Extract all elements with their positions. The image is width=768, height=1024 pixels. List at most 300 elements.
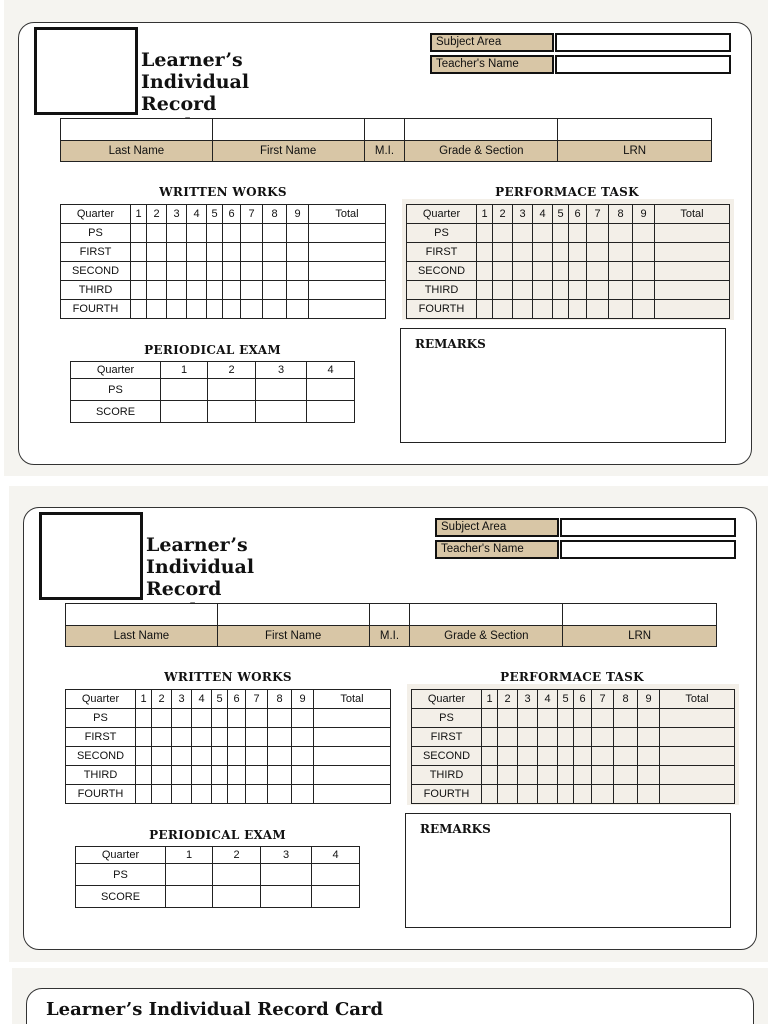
score-cell[interactable] <box>147 224 167 243</box>
score-cell[interactable] <box>246 766 268 785</box>
score-cell[interactable] <box>263 281 287 300</box>
score-cell[interactable] <box>223 281 241 300</box>
score-row-label: FOURTH <box>412 785 482 804</box>
score-cell[interactable] <box>268 747 292 766</box>
score-cell[interactable] <box>609 262 633 281</box>
score-cell[interactable] <box>477 281 493 300</box>
remarks-box[interactable] <box>405 813 731 928</box>
subject-area-field[interactable] <box>555 33 731 52</box>
score-cell[interactable] <box>638 747 660 766</box>
score-cell[interactable] <box>558 747 574 766</box>
score-row-label: FOURTH <box>66 785 136 804</box>
score-row <box>61 281 386 300</box>
score-cell[interactable] <box>187 281 207 300</box>
score-cell[interactable] <box>498 728 518 747</box>
exam-cell[interactable] <box>161 379 208 401</box>
score-cell[interactable] <box>263 224 287 243</box>
item-header-2: 2 <box>152 690 172 709</box>
score-cell[interactable] <box>493 281 513 300</box>
score-cell[interactable] <box>655 243 730 262</box>
score-cell[interactable] <box>187 300 207 319</box>
item-header-6: 6 <box>228 690 246 709</box>
item-header-4: 4 <box>533 205 553 224</box>
score-cell[interactable] <box>131 300 147 319</box>
score-cell[interactable] <box>147 281 167 300</box>
score-cell[interactable] <box>309 262 386 281</box>
score-cell[interactable] <box>147 243 167 262</box>
score-cell[interactable] <box>241 224 263 243</box>
score-cell[interactable] <box>538 709 558 728</box>
score-cell[interactable] <box>223 243 241 262</box>
subject-area-label: Subject Area <box>435 518 559 537</box>
score-cell[interactable] <box>192 747 212 766</box>
score-row <box>61 262 386 281</box>
score-cell[interactable] <box>592 728 614 747</box>
score-cell[interactable] <box>477 262 493 281</box>
score-cell[interactable] <box>131 281 147 300</box>
score-cell[interactable] <box>268 785 292 804</box>
score-cell[interactable] <box>533 281 553 300</box>
score-cell[interactable] <box>660 785 735 804</box>
score-cell[interactable] <box>136 766 152 785</box>
score-cell[interactable] <box>167 300 187 319</box>
score-cell[interactable] <box>592 785 614 804</box>
score-cell[interactable] <box>498 766 518 785</box>
score-cell[interactable] <box>558 709 574 728</box>
total-header: Total <box>309 205 386 224</box>
periodical-exam-title: PERIODICAL EXAM <box>149 828 286 842</box>
last-name-field[interactable] <box>61 119 213 141</box>
score-cell[interactable] <box>292 709 314 728</box>
score-cell[interactable] <box>569 300 587 319</box>
score-cell[interactable] <box>192 785 212 804</box>
score-cell[interactable] <box>558 785 574 804</box>
card-title-line2: Record <box>146 578 222 600</box>
score-cell[interactable] <box>660 728 735 747</box>
score-cell[interactable] <box>655 262 730 281</box>
score-cell[interactable] <box>569 262 587 281</box>
score-cell[interactable] <box>513 243 533 262</box>
last-name-field[interactable] <box>66 604 218 626</box>
score-cell[interactable] <box>614 709 638 728</box>
score-cell[interactable] <box>268 728 292 747</box>
score-cell[interactable] <box>655 300 730 319</box>
exam-cell[interactable] <box>213 864 261 886</box>
score-cell[interactable] <box>223 300 241 319</box>
score-cell[interactable] <box>614 785 638 804</box>
score-cell[interactable] <box>518 766 538 785</box>
exam-quarter-4: 4 <box>312 847 360 864</box>
score-cell[interactable] <box>167 281 187 300</box>
score-cell[interactable] <box>263 243 287 262</box>
score-cell[interactable] <box>553 281 569 300</box>
score-cell[interactable] <box>136 785 152 804</box>
score-cell[interactable] <box>493 243 513 262</box>
score-row <box>66 747 391 766</box>
subject-area-label: Subject Area <box>430 33 554 52</box>
score-cell[interactable] <box>493 224 513 243</box>
score-cell[interactable] <box>309 281 386 300</box>
score-cell[interactable] <box>633 243 655 262</box>
score-row <box>407 262 730 281</box>
score-cell[interactable] <box>493 300 513 319</box>
item-header-7: 7 <box>587 205 609 224</box>
score-cell[interactable] <box>152 747 172 766</box>
score-cell[interactable] <box>482 747 498 766</box>
score-cell[interactable] <box>136 728 152 747</box>
score-cell[interactable] <box>152 785 172 804</box>
grade-section-field[interactable] <box>405 119 558 141</box>
score-cell[interactable] <box>498 747 518 766</box>
score-cell[interactable] <box>609 243 633 262</box>
score-cell[interactable] <box>498 785 518 804</box>
first-name-label: First Name <box>212 141 364 162</box>
quarter-header: Quarter <box>407 205 477 224</box>
score-cell[interactable] <box>314 709 391 728</box>
exam-cell[interactable] <box>256 401 307 423</box>
score-cell[interactable] <box>498 709 518 728</box>
score-cell[interactable] <box>131 262 147 281</box>
score-cell[interactable] <box>268 709 292 728</box>
score-cell[interactable] <box>207 262 223 281</box>
score-cell[interactable] <box>574 709 592 728</box>
exam-row <box>76 864 360 886</box>
score-row <box>407 224 730 243</box>
score-cell[interactable] <box>292 728 314 747</box>
score-cell[interactable] <box>287 243 309 262</box>
score-cell[interactable] <box>241 281 263 300</box>
score-cell[interactable] <box>638 766 660 785</box>
score-cell[interactable] <box>553 300 569 319</box>
score-cell[interactable] <box>558 728 574 747</box>
score-cell[interactable] <box>538 785 558 804</box>
score-cell[interactable] <box>207 300 223 319</box>
remarks-label: REMARKS <box>420 822 491 836</box>
item-header-7: 7 <box>241 205 263 224</box>
score-cell[interactable] <box>152 766 172 785</box>
photo-box <box>39 512 143 600</box>
score-row <box>407 281 730 300</box>
item-header-8: 8 <box>268 690 292 709</box>
score-cell[interactable] <box>518 709 538 728</box>
score-cell[interactable] <box>314 747 391 766</box>
score-cell[interactable] <box>172 747 192 766</box>
score-cell[interactable] <box>638 709 660 728</box>
score-cell[interactable] <box>477 300 493 319</box>
item-header-1: 1 <box>482 690 498 709</box>
score-cell[interactable] <box>309 243 386 262</box>
score-cell[interactable] <box>246 785 268 804</box>
card-title-line1: Learner’s Individual <box>146 534 255 578</box>
score-row-label: FIRST <box>66 728 136 747</box>
quarter-header: Quarter <box>61 205 131 224</box>
score-cell[interactable] <box>172 728 192 747</box>
score-cell[interactable] <box>187 224 207 243</box>
score-cell[interactable] <box>477 224 493 243</box>
score-cell[interactable] <box>228 747 246 766</box>
score-row <box>412 747 735 766</box>
exam-cell[interactable] <box>208 401 256 423</box>
exam-quarter-1: 1 <box>161 362 208 379</box>
score-cell[interactable] <box>314 785 391 804</box>
first-name-field[interactable] <box>212 119 364 141</box>
score-cell[interactable] <box>167 243 187 262</box>
score-cell[interactable] <box>638 785 660 804</box>
score-cell[interactable] <box>513 262 533 281</box>
score-cell[interactable] <box>228 728 246 747</box>
item-header-5: 5 <box>558 690 574 709</box>
score-cell[interactable] <box>167 262 187 281</box>
item-header-4: 4 <box>187 205 207 224</box>
item-header-8: 8 <box>614 690 638 709</box>
score-cell[interactable] <box>192 728 212 747</box>
score-cell[interactable] <box>493 262 513 281</box>
score-cell[interactable] <box>569 281 587 300</box>
score-cell[interactable] <box>614 747 638 766</box>
exam-quarter-header: Quarter <box>76 847 166 864</box>
score-cell[interactable] <box>574 747 592 766</box>
score-cell[interactable] <box>152 709 172 728</box>
score-cell[interactable] <box>592 747 614 766</box>
score-cell[interactable] <box>167 224 187 243</box>
first-name-field[interactable] <box>217 604 369 626</box>
score-row <box>412 728 735 747</box>
score-cell[interactable] <box>228 785 246 804</box>
score-cell[interactable] <box>287 281 309 300</box>
item-header-2: 2 <box>498 690 518 709</box>
mi-label: M.I. <box>364 141 405 162</box>
score-cell[interactable] <box>309 224 386 243</box>
score-row-label: SECOND <box>407 262 477 281</box>
exam-cell[interactable] <box>256 379 307 401</box>
mi-label: M.I. <box>369 626 410 647</box>
exam-cell[interactable] <box>161 401 208 423</box>
score-row <box>66 728 391 747</box>
score-cell[interactable] <box>553 224 569 243</box>
score-cell[interactable] <box>538 766 558 785</box>
teacher-name-label: Teacher's Name <box>435 540 559 559</box>
score-row-label: THIRD <box>66 766 136 785</box>
item-header-5: 5 <box>212 690 228 709</box>
score-cell[interactable] <box>152 728 172 747</box>
score-cell[interactable] <box>246 747 268 766</box>
score-cell[interactable] <box>477 243 493 262</box>
score-cell[interactable] <box>228 766 246 785</box>
score-cell[interactable] <box>592 709 614 728</box>
score-cell[interactable] <box>136 709 152 728</box>
exam-cell[interactable] <box>213 886 261 908</box>
score-row <box>66 709 391 728</box>
score-cell[interactable] <box>587 262 609 281</box>
score-cell[interactable] <box>569 224 587 243</box>
score-cell[interactable] <box>553 262 569 281</box>
score-cell[interactable] <box>172 785 192 804</box>
score-cell[interactable] <box>131 243 147 262</box>
item-header-6: 6 <box>574 690 592 709</box>
score-cell[interactable] <box>482 728 498 747</box>
score-cell[interactable] <box>655 281 730 300</box>
exam-cell[interactable] <box>261 864 312 886</box>
exam-cell[interactable] <box>261 886 312 908</box>
score-cell[interactable] <box>268 766 292 785</box>
score-cell[interactable] <box>609 300 633 319</box>
score-cell[interactable] <box>614 728 638 747</box>
score-cell[interactable] <box>660 766 735 785</box>
score-cell[interactable] <box>212 747 228 766</box>
item-header-8: 8 <box>263 205 287 224</box>
score-cell[interactable] <box>513 224 533 243</box>
periodical-exam-title: PERIODICAL EXAM <box>144 343 281 357</box>
score-cell[interactable] <box>482 766 498 785</box>
score-cell[interactable] <box>614 766 638 785</box>
score-cell[interactable] <box>533 224 553 243</box>
score-cell[interactable] <box>172 709 192 728</box>
last-name-label: Last Name <box>66 626 218 647</box>
score-cell[interactable] <box>212 766 228 785</box>
performance-task-table <box>411 689 735 804</box>
grade-section-field[interactable] <box>410 604 563 626</box>
learner-id-table <box>65 603 717 647</box>
score-cell[interactable] <box>574 766 592 785</box>
score-cell[interactable] <box>287 300 309 319</box>
score-cell[interactable] <box>309 300 386 319</box>
mi-field[interactable] <box>364 119 405 141</box>
id-label-row <box>61 141 712 162</box>
score-cell[interactable] <box>246 709 268 728</box>
score-cell[interactable] <box>212 709 228 728</box>
item-header-2: 2 <box>493 205 513 224</box>
score-cell[interactable] <box>212 728 228 747</box>
teacher-name-field[interactable] <box>560 540 736 559</box>
exam-cell[interactable] <box>208 379 256 401</box>
score-cell[interactable] <box>241 300 263 319</box>
score-row-label: SECOND <box>412 747 482 766</box>
score-cell[interactable] <box>533 300 553 319</box>
written-works-title: WRITTEN WORKS <box>164 670 292 684</box>
item-header-9: 9 <box>292 690 314 709</box>
score-cell[interactable] <box>207 224 223 243</box>
score-cell[interactable] <box>263 262 287 281</box>
score-cell[interactable] <box>314 728 391 747</box>
score-cell[interactable] <box>592 766 614 785</box>
score-cell[interactable] <box>192 709 212 728</box>
score-cell[interactable] <box>660 709 735 728</box>
score-cell[interactable] <box>147 300 167 319</box>
score-cell[interactable] <box>633 224 655 243</box>
score-cell[interactable] <box>518 747 538 766</box>
exam-cell[interactable] <box>312 864 360 886</box>
exam-cell[interactable] <box>166 886 213 908</box>
score-cell[interactable] <box>287 262 309 281</box>
score-cell[interactable] <box>314 766 391 785</box>
score-cell[interactable] <box>513 300 533 319</box>
exam-cell[interactable] <box>166 864 213 886</box>
periodical-exam-table <box>75 846 360 908</box>
grade-section-label: Grade & Section <box>405 141 558 162</box>
exam-cell[interactable] <box>307 401 355 423</box>
exam-quarter-2: 2 <box>213 847 261 864</box>
exam-row <box>71 401 355 423</box>
subject-area-field[interactable] <box>560 518 736 537</box>
score-cell[interactable] <box>292 766 314 785</box>
score-cell[interactable] <box>587 281 609 300</box>
remarks-box[interactable] <box>400 328 726 443</box>
score-cell[interactable] <box>609 224 633 243</box>
score-cell[interactable] <box>228 709 246 728</box>
score-cell[interactable] <box>538 747 558 766</box>
score-cell[interactable] <box>207 281 223 300</box>
score-cell[interactable] <box>518 728 538 747</box>
score-cell[interactable] <box>187 262 207 281</box>
score-cell[interactable] <box>609 281 633 300</box>
score-cell[interactable] <box>633 300 655 319</box>
score-cell[interactable] <box>574 785 592 804</box>
mi-field[interactable] <box>369 604 410 626</box>
score-cell[interactable] <box>147 262 167 281</box>
score-cell[interactable] <box>482 785 498 804</box>
score-cell[interactable] <box>241 243 263 262</box>
score-cell[interactable] <box>574 728 592 747</box>
lrn-field[interactable] <box>563 604 717 626</box>
score-cell[interactable] <box>223 224 241 243</box>
item-header-1: 1 <box>131 205 147 224</box>
score-cell[interactable] <box>569 243 587 262</box>
score-cell[interactable] <box>587 300 609 319</box>
learner-id-table <box>60 118 712 162</box>
score-cell[interactable] <box>223 262 241 281</box>
score-cell[interactable] <box>241 262 263 281</box>
score-cell[interactable] <box>482 709 498 728</box>
score-cell[interactable] <box>638 728 660 747</box>
exam-row <box>71 379 355 401</box>
score-cell[interactable] <box>187 243 207 262</box>
score-cell[interactable] <box>553 243 569 262</box>
exam-cell[interactable] <box>312 886 360 908</box>
exam-cell[interactable] <box>307 379 355 401</box>
score-cell[interactable] <box>660 747 735 766</box>
score-cell[interactable] <box>518 785 538 804</box>
item-header-1: 1 <box>477 205 493 224</box>
score-cell[interactable] <box>587 243 609 262</box>
score-cell[interactable] <box>136 747 152 766</box>
score-cell[interactable] <box>533 243 553 262</box>
score-cell[interactable] <box>207 243 223 262</box>
score-cell[interactable] <box>655 224 730 243</box>
score-cell[interactable] <box>292 785 314 804</box>
score-cell[interactable] <box>246 728 268 747</box>
score-cell[interactable] <box>172 766 192 785</box>
score-cell[interactable] <box>533 262 553 281</box>
score-cell[interactable] <box>633 262 655 281</box>
score-cell[interactable] <box>538 728 558 747</box>
score-cell[interactable] <box>192 766 212 785</box>
score-row-label: FIRST <box>412 728 482 747</box>
score-cell[interactable] <box>287 224 309 243</box>
score-cell[interactable] <box>131 224 147 243</box>
photo-box <box>34 27 138 115</box>
score-cell[interactable] <box>513 281 533 300</box>
lrn-field[interactable] <box>558 119 712 141</box>
score-header-row <box>66 690 391 709</box>
teacher-name-field[interactable] <box>555 55 731 74</box>
score-cell[interactable] <box>587 224 609 243</box>
score-cell[interactable] <box>292 747 314 766</box>
score-cell[interactable] <box>558 766 574 785</box>
score-cell[interactable] <box>212 785 228 804</box>
score-cell[interactable] <box>263 300 287 319</box>
score-cell[interactable] <box>633 281 655 300</box>
score-row <box>61 243 386 262</box>
